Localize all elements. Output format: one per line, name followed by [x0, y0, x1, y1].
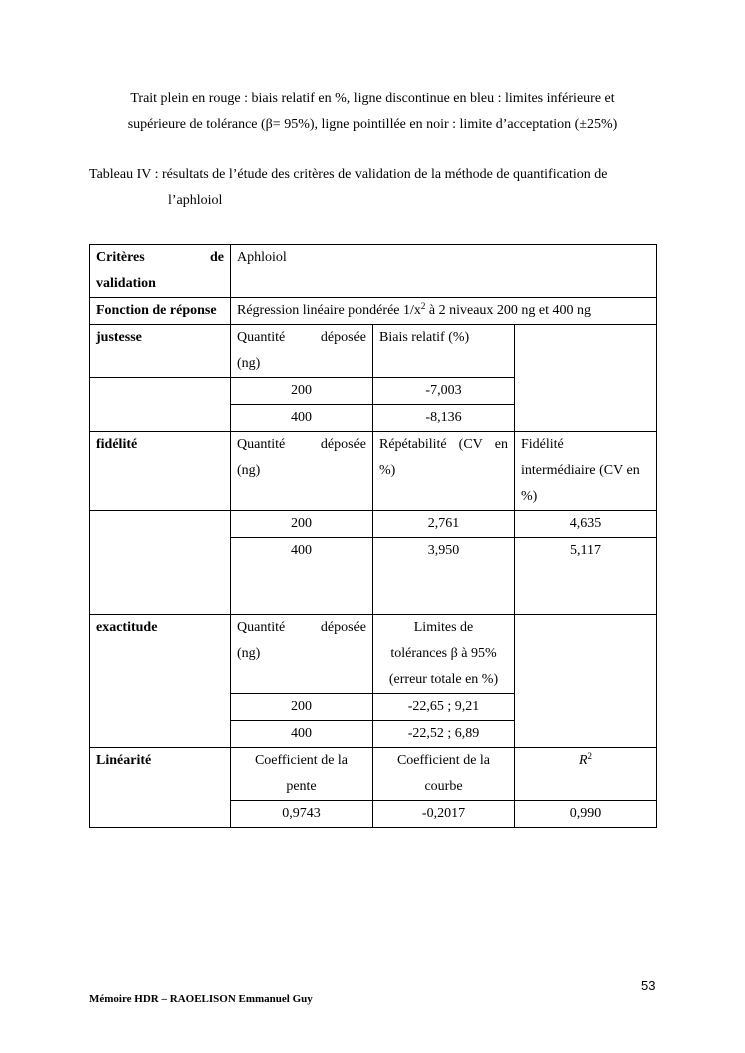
ex-line3: (erreur totale en %) — [388, 672, 499, 687]
table-row — [90, 511, 657, 538]
table-caption-line1: Tableau IV : résultats de l’étude des critères de validation de la méthode de quantification de — [89, 167, 608, 182]
fi-line2: intermédiaire (CV en — [521, 463, 640, 478]
response-label: Fonction de réponse — [90, 298, 231, 325]
figure-caption — [100, 86, 645, 138]
figure-caption-line2: supérieure de tolérance (β= 95%), ligne pointillée en noir : limite d’acceptation (±25%) — [127, 117, 618, 132]
curve-header — [373, 748, 515, 801]
exactitude-value-400: -22,52 ; 6,89 — [373, 721, 515, 748]
slope-header-line1: Coefficient de la — [254, 753, 349, 768]
criteria-word2: de — [210, 250, 224, 265]
exactitude-col-header — [373, 615, 515, 694]
product-cell: Aphloiol — [231, 245, 657, 298]
exactitude-qty-200: 200 — [231, 694, 373, 721]
table-caption-line2: l’aphloiol — [168, 193, 223, 208]
ex-line1: Limites de — [413, 620, 474, 635]
justesse-col-header: Biais relatif (%) — [373, 325, 515, 378]
rep-word1: Répétabilité — [379, 437, 447, 452]
fidelite-fi-400: 5,117 — [515, 538, 657, 615]
rep-word2: (CV — [458, 437, 483, 452]
r2-header — [515, 748, 657, 801]
justesse-empty-cell — [515, 325, 657, 432]
justesse-qty-400: 400 — [231, 405, 373, 432]
slope-header — [231, 748, 373, 801]
qty-word3: (ng) — [237, 463, 261, 478]
fidelite-blank-cell — [90, 511, 231, 615]
exactitude-empty-cell — [515, 615, 657, 748]
justesse-value-200: -7,003 — [373, 378, 515, 405]
exactitude-value-200: -22,65 ; 9,21 — [373, 694, 515, 721]
curve-header-line1: Coefficient de la — [396, 753, 491, 768]
rep-word3: en — [494, 437, 508, 452]
qty-word1: Quantité — [237, 330, 286, 345]
response-value-sup: 2 — [420, 301, 426, 311]
fidelite-intermediate-header — [515, 432, 657, 511]
r2-value: 0,990 — [515, 801, 657, 828]
fidelite-qty-400: 400 — [231, 538, 373, 615]
fidelite-rep-400: 3,950 — [373, 538, 515, 615]
qty-word2: déposée — [320, 620, 366, 635]
qty-word2: déposée — [320, 437, 366, 452]
fidelite-repeat-header — [373, 432, 515, 511]
criteria-word1: Critères — [96, 250, 145, 265]
justesse-label: justesse — [90, 325, 231, 378]
criteria-header-cell — [90, 245, 231, 298]
response-value — [231, 298, 657, 325]
exactitude-qty-400: 400 — [231, 721, 373, 748]
ex-line2: tolérances β à 95% — [390, 646, 497, 661]
table-row — [90, 245, 657, 298]
validation-table — [89, 244, 657, 828]
justesse-qty-200: 200 — [231, 378, 373, 405]
slope-header-line2: pente — [286, 779, 317, 794]
table-row — [90, 432, 657, 511]
justesse-qty-header — [231, 325, 373, 378]
figure-caption-line1: Trait plein en rouge : biais relatif en %, ligne discontinue en bleu : limites inférieure et — [130, 91, 615, 106]
justesse-blank-cell — [90, 378, 231, 432]
qty-word3: (ng) — [237, 356, 261, 371]
fi-line1: Fidélité — [521, 437, 564, 452]
fi-line3: %) — [521, 489, 538, 504]
table-caption — [89, 162, 656, 214]
table-row — [90, 325, 657, 378]
fidelite-qty-200: 200 — [231, 511, 373, 538]
qty-word1: Quantité — [237, 437, 286, 452]
exactitude-qty-header — [231, 615, 373, 694]
r2-sup: 2 — [587, 751, 593, 761]
curve-header-line2: courbe — [424, 779, 463, 794]
r2-letter: R — [578, 753, 588, 768]
linearite-label: Linéarité — [90, 748, 231, 828]
qty-word3: (ng) — [237, 646, 261, 661]
qty-word2: déposée — [320, 330, 366, 345]
fidelite-fi-200: 4,635 — [515, 511, 657, 538]
exactitude-label: exactitude — [90, 615, 231, 748]
fidelite-label: fidélité — [90, 432, 231, 511]
table-row — [90, 615, 657, 694]
criteria-word3: validation — [96, 276, 156, 291]
response-value-suffix: à 2 niveaux 200 ng et 400 ng — [425, 303, 592, 318]
table-row — [90, 748, 657, 801]
footer-text: Mémoire HDR – RAOELISON Emmanuel Guy — [89, 993, 313, 1005]
curve-value: -0,2017 — [373, 801, 515, 828]
fidelite-rep-200: 2,761 — [373, 511, 515, 538]
rep-line2: %) — [379, 463, 396, 478]
slope-value: 0,9743 — [231, 801, 373, 828]
justesse-value-400: -8,136 — [373, 405, 515, 432]
table-row — [90, 298, 657, 325]
fidelite-qty-header — [231, 432, 373, 511]
page-number: 53 — [641, 978, 656, 993]
qty-word1: Quantité — [237, 620, 286, 635]
response-value-prefix: Régression linéaire pondérée 1/x — [237, 303, 421, 318]
